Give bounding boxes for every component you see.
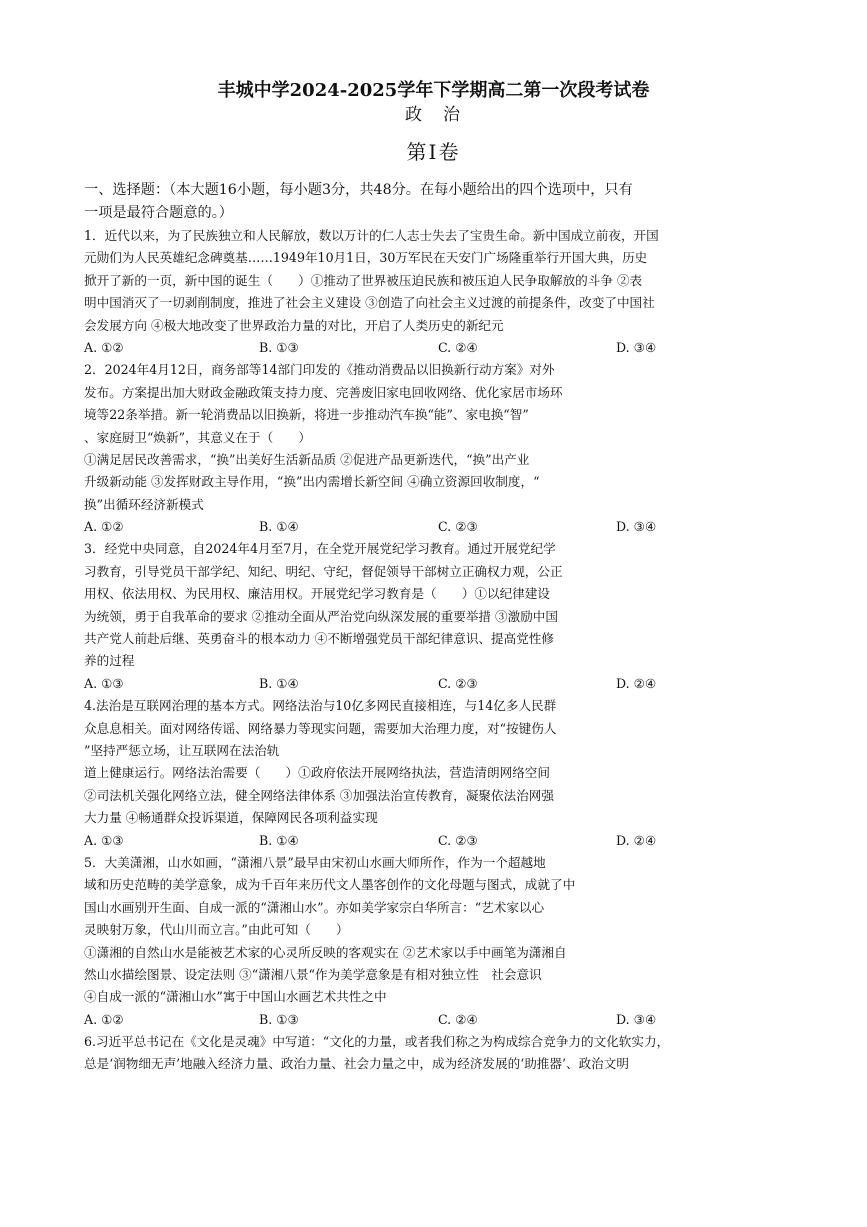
section-heading-line: 一项是最符合题意的。） [84, 205, 233, 221]
question-text-line: 道上健康运行。网络法治需要（ ）①政府依法开展网络执法，营造清朗网络空间 [84, 765, 550, 781]
question-text-line: 为统领，勇于自我革命的要求 ②推动全面从严治党向纵深发展的重要举措 ③激励中国 [84, 608, 558, 624]
option-d: D. ③④ [616, 339, 657, 355]
question-text-line: 域和历史范畴的美学意象，成为千百年来历代文人墨客创作的文化母题与图式，成就了中 [84, 877, 576, 893]
question-2 [84, 359, 790, 538]
question-text-line: 用权、依法用权、为民用权、廉洁用权。开展党纪学习教育是（ ）①以纪律建设 [84, 586, 550, 602]
option-b: B. ①③ [259, 1011, 299, 1027]
answer-options [84, 830, 790, 852]
option-d: D. ②④ [616, 675, 657, 691]
option-c: C. ②③ [438, 675, 478, 691]
option-d: D. ③④ [616, 1011, 657, 1027]
question-text-line: 灵映射万象，代山川而立言。”由此可知（ ） [84, 922, 349, 938]
answer-options [84, 516, 790, 538]
option-a: A. ①③ [84, 675, 124, 691]
question-text-line: 1．近代以来，为了民族独立和人民解放，数以万计的仁人志士失去了宝贵生命。新中国成立前夜，开国 [84, 228, 659, 243]
question-4 [84, 695, 790, 852]
option-c: C. ②③ [438, 832, 478, 848]
option-a: A. ①② [84, 519, 124, 535]
option-d: D. ③④ [616, 519, 657, 535]
question-text-line: 养的过程 [84, 653, 135, 669]
question-text-line: 升级新动能 ③发挥财政主导作用，“换”出内需增长新空间 ④确立资源回收制度，“ [84, 474, 540, 490]
answer-options [84, 673, 790, 695]
section-heading-line: 一、选择题：（本大题16小题，每小题3分，共48分。在每小题给出的四个选项中，只有 [84, 182, 633, 198]
option-a: A. ①③ [84, 832, 124, 848]
question-text-line: 大力量 ④畅通群众投诉渠道，保障网民各项利益实现 [84, 810, 378, 826]
exam-title: 丰城中学2024-2025学年下学期高二第一次段考试卷 [217, 80, 650, 101]
answer-options [84, 1009, 790, 1031]
question-text-line: 掀开了新的一页，新中国的诞生（ ）①推动了世界被压迫民族和被压迫人民争取解放的斗争 ②表 [84, 272, 643, 288]
question-text-line: 习教育，引导党员干部学纪、知纪、明纪、守纪，督促领导干部树立正确权力观，公正 [84, 563, 563, 579]
option-b: B. ①④ [259, 519, 299, 535]
question-text-line: 5．大美潇湘，山水如画，“潇湘八景”最早由宋初山水画大师所作，作为一个超越地 [84, 854, 546, 870]
section-heading [84, 179, 790, 225]
question-text-line: ④自成一派的“潇湘山水”寓于中国山水画艺术共性之中 [84, 989, 387, 1005]
question-text-line: 发布。方案提出加大财政金融政策支持力度、完善废旧家电回收网络、优化家居市场环 [84, 384, 563, 400]
exam-volume: 第Ⅰ卷 [406, 140, 461, 164]
question-text-line: 众息息相关。面对网络传谣、网络暴力等现实问题，需要加大治理力度，对“按键伤人 [84, 720, 557, 736]
question-text-line: 国山水画别开生面、自成一派的“潇湘山水”。亦如美学家宗白华所言：“艺术家以心 [84, 899, 545, 915]
question-text-line: ”坚持严惩立场，让互联网在法治轨 [84, 742, 280, 758]
option-c: C. ②③ [438, 519, 478, 535]
option-d: D. ②④ [616, 832, 657, 848]
question-text-line: 明中国消灭了一切剥削制度，推进了社会主义建设 ③创造了向社会主义过渡的前提条件，改变了中国社 [84, 295, 655, 311]
question-text-line: 3．经党中央同意，自2024年4月至7月，在全党开展党纪学习教育。通过开展党纪学 [84, 541, 556, 557]
option-c: C. ②④ [438, 1011, 478, 1027]
option-a: A. ①② [84, 1011, 124, 1027]
question-6 [84, 1031, 790, 1076]
question-text-line: 元勋们为人民英雄纪念碑奠基……1949年10月1日，30万军民在天安门广场隆重举行开国大典，历史 [84, 250, 648, 266]
answer-options [84, 337, 790, 359]
question-text-line: 共产党人前赴后继、英勇奋斗的根本动力 ④不断增强党员干部纪律意识、提高党性修 [84, 631, 554, 647]
question-text-line: 境等22条举措。新一轮消费品以旧换新，将进一步推动汽车换“能”、家电换“智” [84, 407, 529, 423]
option-b: B. ①④ [259, 675, 299, 691]
question-1 [84, 225, 790, 359]
question-text-line: 换”出循环经济新模式 [84, 496, 204, 512]
question-text-line: 2．2024年4月12日，商务部等14部门印发的《推动消费品以旧换新行动方案》对外 [84, 362, 555, 378]
question-3 [84, 538, 790, 695]
question-text-line: 4.法治是互联网治理的基本方式。网络法治与10亿多网民直接相连，与14亿多人民群 [84, 698, 557, 714]
question-text-line: 总是‘润物细无声’地融入经济力量、政治力量、社会力量之中，成为经济发展的‘助推器’、政治文明 [84, 1056, 629, 1072]
question-text-line: 、家庭厨卫“焕新”，其意义在于（ ） [84, 429, 311, 445]
exam-content [84, 179, 790, 1076]
question-text-line: ②司法机关强化网络立法，健全网络法律体系 ③加强法治宣传教育，凝聚依法治网强 [84, 787, 554, 803]
option-b: B. ①④ [259, 832, 299, 848]
question-text-line: 会发展方向 ④极大地改变了世界政治力量的对比，开启了人类历史的新纪元 [84, 317, 504, 333]
option-c: C. ②④ [438, 339, 478, 355]
option-a: A. ①② [84, 339, 124, 355]
option-b: B. ①③ [259, 339, 299, 355]
exam-subject: 政 治 [405, 105, 462, 125]
question-text-line: ①满足居民改善需求，“换”出美好生活新品质 ②促进产品更新迭代，“换”出产业 [84, 451, 530, 467]
question-text-line: 6.习近平总书记在《文化是灵魂》中写道：“文化的力量，或者我们称之为构成综合竞争力的文化软实力， [84, 1034, 670, 1050]
question-5 [84, 852, 790, 1031]
question-text-line: ①潇湘的自然山水是能被艺术家的心灵所反映的客观实在 ②艺术家以手中画笔为潇湘自 [84, 944, 567, 960]
question-text-line: 然山水描绘图景、设定法则 ③“潇湘八景“作为美学意象是有相对独立性 社会意识 [84, 966, 542, 982]
